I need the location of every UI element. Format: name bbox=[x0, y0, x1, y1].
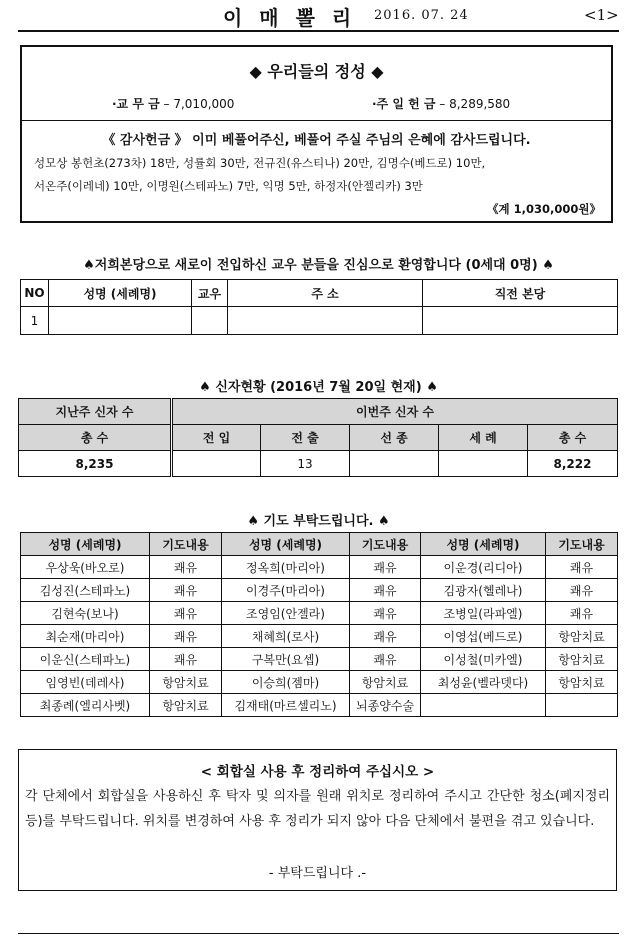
table-row bbox=[21, 694, 618, 717]
last-week-header: 지난주 신자 수 bbox=[19, 399, 172, 425]
prayer-content-cell: 쾌유 bbox=[150, 602, 222, 625]
offering-total: 《계 1,030,000원》 bbox=[487, 202, 601, 216]
prayer-content-cell: 쾌유 bbox=[150, 556, 222, 579]
prayer-title: ♠ 기도 부탁드립니다. ♠ bbox=[247, 514, 390, 529]
prayer-name-cell: 이성철(미카엘) bbox=[421, 648, 546, 671]
notice-body: 각 단체에서 회합실을 사용하신 후 탁자 및 의자를 원래 위치로 정리하여 주시고 간단한 청소(폐지정리 등)를 부탁드립니다. 위치를 변경하여 사용 후 정리가 되지 않아 다음 단체에서 불편을 겪고 있습니다. bbox=[25, 789, 610, 829]
prayer-name-cell: 최성윤(벨라뎃다) bbox=[421, 671, 546, 694]
prayer-content-cell: 쾌유 bbox=[350, 602, 421, 625]
col-header: 총 수 bbox=[528, 425, 618, 451]
prayer-name-cell: 조병일(라파엘) bbox=[421, 602, 546, 625]
prayer-name-cell: 김성진(스테파노) bbox=[21, 579, 150, 602]
col-header: 기도내용 bbox=[350, 533, 421, 556]
prayer-name-cell: 김현숙(보나) bbox=[21, 602, 150, 625]
prayer-name-cell: 이운경(리디아) bbox=[421, 556, 546, 579]
table-cell: 13 bbox=[261, 451, 350, 477]
weekday-offering-amount: – 8,289,580 bbox=[439, 97, 511, 111]
table-cell bbox=[423, 307, 618, 335]
col-header: 기도내용 bbox=[150, 533, 222, 556]
page-number: <1> bbox=[584, 6, 619, 24]
prayer-name-cell: 이승희(젬마) bbox=[222, 671, 350, 694]
prayer-name-cell: 임영빈(데레사) bbox=[21, 671, 150, 694]
believers-title: ♠ 신자현황 (2016년 7월 20일 현재) ♠ bbox=[199, 380, 438, 395]
col-header: 세 례 bbox=[439, 425, 528, 451]
prayer-name-cell: 이운신(스테파노) bbox=[21, 648, 150, 671]
col-header: 성명 (세례명) bbox=[222, 533, 350, 556]
notice-sign: - 부탁드립니다 .- bbox=[268, 866, 367, 881]
table-cell bbox=[172, 451, 261, 477]
prayer-content-cell: 항암치료 bbox=[546, 648, 618, 671]
prayer-name-cell bbox=[421, 694, 546, 717]
prayer-content-cell: 뇌종양수술 bbox=[350, 694, 421, 717]
prayer-content-cell: 쾌유 bbox=[150, 625, 222, 648]
notice-title: < 회합실 사용 후 정리하여 주십시오 > bbox=[200, 764, 435, 780]
table-row bbox=[21, 602, 618, 625]
table-row bbox=[19, 451, 618, 477]
offering-title: ◆ 우리들의 정성 ◆ bbox=[249, 62, 384, 81]
table-row bbox=[21, 579, 618, 602]
prayer-content-cell: 쾌유 bbox=[150, 579, 222, 602]
prayer-name-cell: 채혜희(로사) bbox=[222, 625, 350, 648]
prayer-name-cell: 이영섭(베드로) bbox=[421, 625, 546, 648]
prayer-content-cell: 쾌유 bbox=[350, 625, 421, 648]
donor-line: 서온주(이레네) 10만, 이명원(스테파노) 7만, 익명 5만, 하정자(안젤리카) 3만 bbox=[34, 179, 423, 193]
table-row bbox=[21, 556, 618, 579]
header-divider bbox=[18, 30, 619, 32]
col-header: 선 종 bbox=[350, 425, 439, 451]
offering-divider bbox=[22, 120, 611, 121]
prayer-name-cell: 정옥희(마리아) bbox=[222, 556, 350, 579]
prayer-content-cell: 항암치료 bbox=[150, 694, 222, 717]
last-week-total: 8,235 bbox=[19, 451, 172, 477]
bulletin-title: 이 매 뽈 리 bbox=[223, 6, 357, 30]
prayer-content-cell: 쾌유 bbox=[546, 556, 618, 579]
prayer-name-cell: 김광자(헬레나) bbox=[421, 579, 546, 602]
col-header: 직전 본당 bbox=[423, 280, 618, 307]
prayer-content-cell: 쾌유 bbox=[546, 579, 618, 602]
prayer-content-cell: 항암치료 bbox=[350, 671, 421, 694]
prayer-content-cell: 쾌유 bbox=[150, 648, 222, 671]
prayer-content-cell: 항암치료 bbox=[546, 671, 618, 694]
prayer-content-cell: 쾌유 bbox=[546, 602, 618, 625]
welcome-table bbox=[20, 279, 618, 335]
col-header: 전 입 bbox=[172, 425, 261, 451]
believers-table bbox=[18, 398, 618, 477]
prayer-name-cell: 이경주(마리아) bbox=[222, 579, 350, 602]
col-header: NO bbox=[21, 280, 49, 307]
prayer-name-cell: 최순재(마리아) bbox=[21, 625, 150, 648]
table-row bbox=[21, 671, 618, 694]
col-header: 총 수 bbox=[19, 425, 172, 451]
table-cell bbox=[439, 451, 528, 477]
table-cell bbox=[228, 307, 423, 335]
prayer-name-cell: 최종례(엘리사벳) bbox=[21, 694, 150, 717]
prayer-content-cell: 항암치료 bbox=[546, 625, 618, 648]
donor-line: 성모상 봉헌초(273차) 18만, 성률회 30만, 전규진(유스티나) 20만, 김명수(베드로) 10만, bbox=[34, 156, 486, 170]
welcome-title: ♠저희본당으로 새로이 전입하신 교우 분들을 진심으로 환영합니다 (0세대 0명) ♠ bbox=[83, 258, 554, 273]
footer-divider bbox=[18, 933, 619, 934]
offering-box bbox=[20, 45, 613, 223]
bulletin-date: 2016. 07. 24 bbox=[374, 8, 469, 23]
col-header: 주 소 bbox=[228, 280, 423, 307]
prayer-content-cell bbox=[546, 694, 618, 717]
sunday-offering-amount: – 7,010,000 bbox=[163, 97, 235, 111]
col-header: 성명 (세례명) bbox=[421, 533, 546, 556]
prayer-name-cell: 우상욱(바오로) bbox=[21, 556, 150, 579]
prayer-rows bbox=[21, 556, 618, 717]
prayer-table bbox=[20, 532, 618, 717]
this-week-total: 8,222 bbox=[528, 451, 618, 477]
sunday-offering bbox=[112, 95, 234, 112]
table-row bbox=[21, 648, 618, 671]
prayer-content-cell: 쾌유 bbox=[350, 579, 421, 602]
thanks-heading: 《 감사헌금 》 이미 베풀어주신, 베풀어 주실 주님의 은혜에 감사드립니다. bbox=[102, 133, 531, 148]
col-header: 교우 bbox=[192, 280, 228, 307]
table-row bbox=[21, 307, 618, 335]
col-header: 성명 (세례명) bbox=[21, 533, 150, 556]
prayer-name-cell: 조영임(안젤라) bbox=[222, 602, 350, 625]
weekday-offering-label: ·주 일 헌 금 bbox=[372, 97, 436, 111]
table-cell bbox=[350, 451, 439, 477]
table-cell: 1 bbox=[21, 307, 49, 335]
table-row bbox=[21, 625, 618, 648]
sunday-offering-label: ·교 무 금 bbox=[112, 97, 160, 111]
prayer-content-cell: 항암치료 bbox=[150, 671, 222, 694]
prayer-content-cell: 쾌유 bbox=[350, 556, 421, 579]
notice-box bbox=[18, 749, 617, 891]
col-header: 성명 (세례명) bbox=[49, 280, 192, 307]
this-week-header: 이번주 신자 수 bbox=[172, 399, 618, 425]
weekday-offering bbox=[372, 95, 510, 112]
table-cell bbox=[192, 307, 228, 335]
prayer-content-cell: 쾌유 bbox=[350, 648, 421, 671]
prayer-name-cell: 김재태(마르셀리노) bbox=[222, 694, 350, 717]
bulletin-header bbox=[18, 0, 619, 30]
table-cell bbox=[49, 307, 192, 335]
col-header: 전 출 bbox=[261, 425, 350, 451]
prayer-name-cell: 구복만(요셉) bbox=[222, 648, 350, 671]
col-header: 기도내용 bbox=[546, 533, 618, 556]
